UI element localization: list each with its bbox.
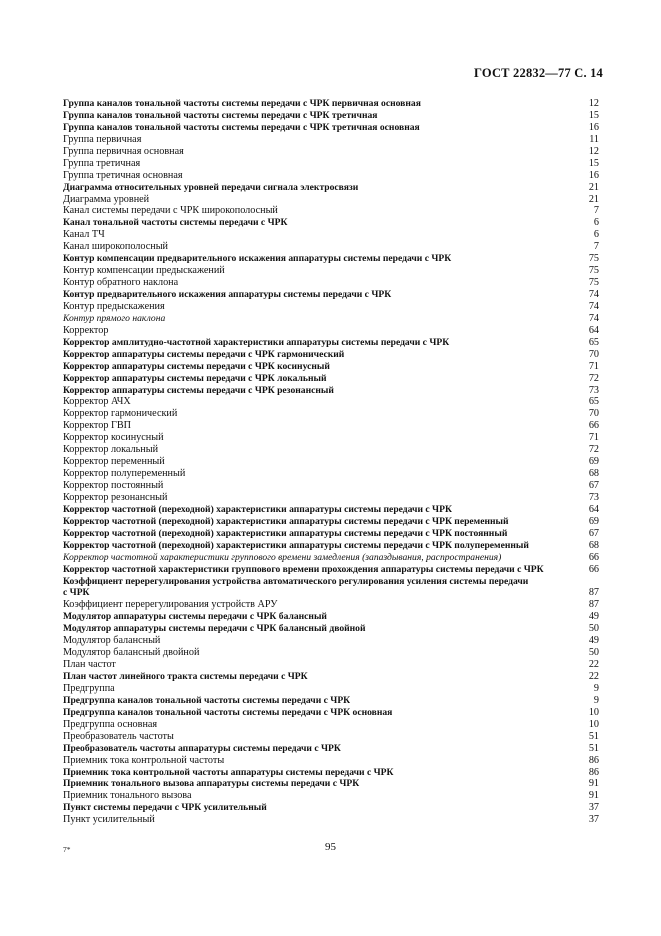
index-term: Корректор косинусный (63, 432, 164, 444)
index-page-number: 9 (593, 694, 599, 706)
index-entry (63, 217, 599, 229)
index-entry (63, 504, 599, 516)
index-term: Контур предыскажения (63, 300, 165, 312)
index-page-number: 66 (588, 551, 599, 563)
index-term: Коэффициент перерегулирования устройства автоматического регулирования усиления системы передачи (63, 575, 529, 587)
index-page-number: 73 (588, 384, 599, 396)
index-entry (63, 444, 599, 456)
index-entry (63, 599, 599, 611)
index-term: Преобразователь частоты аппаратуры системы передачи с ЧРК (63, 742, 341, 754)
index-term: Канал ТЧ (63, 229, 105, 241)
index-entry (63, 396, 599, 408)
index-entry (63, 790, 599, 802)
index-entry (63, 110, 599, 122)
index-page-number: 15 (588, 109, 599, 121)
index-page-number: 86 (588, 754, 599, 766)
index-page-number: 72 (588, 372, 599, 384)
index-entry (63, 385, 599, 397)
index-page-number: 6 (593, 217, 599, 229)
index-page-number: 64 (588, 324, 599, 336)
index-term: Корректор частотной (переходной) характеристики аппаратуры системы передачи с ЧРК (63, 503, 452, 515)
index-term: Корректор аппаратуры системы передачи с ЧРК резонансный (63, 384, 334, 396)
index-term: Приемник тонального вызова (63, 790, 192, 802)
index-term: Канал широкополосный (63, 241, 168, 253)
index-term: с ЧРК (63, 587, 90, 599)
index-term: Пункт системы передачи с ЧРК усилительный (63, 802, 267, 814)
index-entry (63, 265, 599, 277)
index-term: Группа каналов тональной частоты системы передачи с ЧРК третичная (63, 109, 378, 121)
index-page-number: 22 (588, 671, 599, 682)
index-term: Группа каналов тональной частоты системы передачи с ЧРК третичная основная (63, 121, 420, 133)
index-page-number: 64 (588, 503, 599, 515)
index-entry (63, 289, 599, 301)
index-page-number: 68 (588, 539, 599, 551)
index-term: Группа первичная основная (63, 145, 184, 157)
index-entry (63, 659, 599, 671)
index-entry (63, 635, 599, 647)
index-term: Корректор полупеременный (63, 468, 186, 480)
index-entry (63, 492, 599, 504)
index-entry (63, 731, 599, 743)
index-term: Контур компенсации предыскажений (63, 265, 225, 277)
index-page-number: 74 (588, 300, 599, 312)
index-page-number: 51 (588, 742, 599, 754)
index-entry (63, 683, 599, 695)
index-entry (63, 229, 599, 241)
index-entry (63, 420, 599, 432)
index-entry (63, 408, 599, 420)
index-entry (63, 552, 599, 564)
index-term: Диаграмма уровней (63, 193, 150, 205)
index-term: Модулятор аппаратуры системы передачи с ЧРК балансный двойной (63, 623, 366, 635)
index-entry (63, 253, 599, 265)
index-page-number: 71 (588, 432, 599, 444)
index-page-number: 65 (588, 396, 599, 408)
footer-signature-mark: 7* (63, 845, 71, 854)
index-page-number: 87 (588, 599, 599, 611)
index-term: Корректор частотной (переходной) характеристики аппаратуры системы передачи с ЧРК переменный (63, 515, 509, 527)
index-entry (63, 158, 599, 170)
index-entry (63, 540, 599, 552)
index-page-number: 73 (588, 491, 599, 503)
index-term: Контур предварительного искажения аппаратуры системы передачи с ЧРК (63, 289, 392, 300)
index-entry (63, 325, 599, 337)
index-entry (63, 528, 599, 540)
index-term: Группа каналов тональной частоты системы передачи с ЧРК первичная основная (63, 98, 421, 109)
index-page-number: 7 (593, 241, 599, 253)
index-term: Группа третичная основная (63, 169, 183, 181)
index-page-number: 74 (588, 289, 599, 300)
index-term: План частот (63, 659, 116, 671)
index-page-number: 75 (588, 277, 599, 289)
index-term: Контур компенсации предварительного искажения аппаратуры системы передачи с ЧРК (63, 253, 452, 265)
index-page-number: 69 (588, 515, 599, 527)
index-page-number: 12 (588, 98, 599, 109)
index-page-number: 87 (588, 587, 599, 599)
index-entry (63, 301, 599, 313)
index-page-number: 6 (593, 229, 599, 241)
index-term: Корректор АЧХ (63, 396, 131, 408)
index-term: Предгруппа основная (63, 718, 158, 730)
index-entry (63, 778, 599, 790)
index-term: Корректор частотной (переходной) характеристики аппаратуры системы передачи с ЧРК постоянный (63, 527, 508, 539)
index-term: Корректор частотной (переходной) характеристики аппаратуры системы передачи с ЧРК полупеременный (63, 539, 529, 551)
index-page-number: 16 (588, 121, 599, 133)
index-page-number: 91 (588, 790, 599, 802)
index-entry (63, 814, 599, 826)
index-entry (63, 695, 599, 707)
index-term: Корректор аппаратуры системы передачи с ЧРК локальный (63, 372, 327, 384)
index-page-number: 50 (588, 647, 599, 659)
index-entry (63, 767, 599, 779)
index-term: Корректор аппаратуры системы передачи с ЧРК косинусный (63, 360, 330, 372)
index-entry (63, 707, 599, 719)
index-term: Приемник тока контрольной частоты аппаратуры системы передачи с ЧРК (63, 766, 394, 778)
index-page-number: 75 (588, 265, 599, 277)
index-page-number: 37 (588, 802, 599, 814)
index-term: Контур прямого наклона (63, 312, 166, 324)
index-page-number: 16 (588, 169, 599, 181)
index-page-number: 74 (588, 312, 599, 324)
index-page-number: 21 (588, 181, 599, 193)
index-term: Корректор гармонический (63, 408, 178, 420)
index-entry (63, 516, 599, 528)
index-page-number: 50 (588, 623, 599, 635)
index-term: Предгруппа (63, 682, 115, 694)
index-page-number: 71 (588, 360, 599, 372)
index-page-number: 66 (588, 563, 599, 575)
index-entry (63, 122, 599, 134)
index-entry (63, 611, 599, 623)
index-term: Пункт усилительный (63, 814, 155, 826)
index-page-number: 67 (588, 527, 599, 539)
index-page-number: 9 (593, 682, 599, 694)
index-entry (63, 480, 599, 492)
index-page-number: 21 (588, 193, 599, 205)
index-term: Корректор аппаратуры системы передачи с ЧРК гармонический (63, 348, 345, 360)
term-index-list (63, 98, 599, 826)
index-term: Канал тональной частоты системы передачи с ЧРК (63, 217, 288, 229)
index-page-number: 69 (588, 456, 599, 468)
index-entry (63, 170, 599, 182)
index-term: Корректор постоянный (63, 480, 164, 491)
index-term: Корректор (63, 324, 109, 336)
index-entry (63, 373, 599, 385)
index-term: Модулятор аппаратуры системы передачи с ЧРК балансный (63, 611, 327, 623)
index-page-number: 49 (588, 635, 599, 647)
index-page-number: 91 (588, 778, 599, 790)
index-entry (63, 671, 599, 683)
index-term: Диаграмма относительных уровней передачи сигнала электросвязи (63, 181, 359, 193)
index-page-number: 10 (588, 706, 599, 718)
index-entry (63, 802, 599, 814)
index-entry (63, 719, 599, 731)
index-page-number: 65 (588, 336, 599, 348)
index-entry (63, 277, 599, 289)
index-entry (63, 182, 599, 194)
index-entry (63, 194, 599, 206)
index-page-number: 22 (588, 659, 599, 671)
index-entry (63, 755, 599, 767)
index-page-number: 70 (588, 408, 599, 420)
index-page-number: 11 (589, 133, 599, 145)
index-term: Контур обратного наклона (63, 277, 179, 289)
index-term: Коэффициент перерегулирования устройств АРУ (63, 599, 278, 611)
index-term: Модулятор балансный двойной (63, 647, 200, 659)
index-entry (63, 576, 599, 588)
index-page-number: 51 (588, 730, 599, 742)
index-page-number: 10 (588, 718, 599, 730)
index-page-number: 75 (588, 253, 599, 265)
index-term: Корректор резонансный (63, 491, 168, 503)
index-page-number: 67 (588, 480, 599, 491)
index-entry (63, 564, 599, 576)
index-entry (63, 623, 599, 635)
index-entry (63, 456, 599, 468)
index-entry (63, 98, 599, 110)
index-page-number: 7 (593, 205, 599, 217)
index-term: Преобразователь частоты (63, 730, 174, 742)
index-page-number: 37 (588, 814, 599, 826)
index-page-number: 70 (588, 348, 599, 360)
index-entry (63, 146, 599, 158)
index-term: Группа третичная (63, 157, 141, 169)
index-term: Группа первичная (63, 133, 142, 145)
index-term: Корректор частотной характеристики группового времени замедления (запаздывания, распространения) (63, 551, 502, 563)
index-entry (63, 647, 599, 659)
index-entry (63, 205, 599, 217)
index-entry (63, 743, 599, 755)
index-term: Корректор переменный (63, 456, 165, 468)
footer-page-number: 95 (325, 841, 336, 853)
index-page-number: 12 (588, 145, 599, 157)
index-entry (63, 361, 599, 373)
index-page-number: 66 (588, 420, 599, 432)
index-page-number: 86 (588, 766, 599, 778)
index-page-number: 72 (588, 444, 599, 456)
index-entry (63, 134, 599, 146)
index-term: Корректор ГВП (63, 420, 131, 432)
index-entry (63, 313, 599, 325)
index-entry (63, 432, 599, 444)
index-entry (63, 241, 599, 253)
page-header: ГОСТ 22832—77 С. 14 (474, 66, 603, 80)
index-term: Корректор частотной характеристики группового времени прохождения аппаратуры системы передачи с ЧРК (63, 563, 544, 575)
index-term: Приемник тонального вызова аппаратуры системы передачи с ЧРК (63, 778, 360, 790)
index-entry (63, 587, 599, 599)
index-term: Корректор амплитудно-частотной характеристики аппаратуры системы передачи с ЧРК (63, 336, 450, 348)
index-term: Предгруппа каналов тональной частоты системы передачи с ЧРК (63, 694, 351, 706)
index-term: Корректор локальный (63, 444, 159, 456)
index-term: Предгруппа каналов тональной частоты системы передачи с ЧРК основная (63, 706, 393, 718)
index-term: Модулятор балансный (63, 635, 161, 647)
index-entry (63, 468, 599, 480)
index-term: Приемник тока контрольной частоты (63, 754, 225, 766)
index-term: План частот линейного тракта системы передачи с ЧРК (63, 671, 308, 682)
index-page-number: 15 (588, 157, 599, 169)
index-term: Канал системы передачи с ЧРК широкополосный (63, 205, 278, 217)
index-entry (63, 337, 599, 349)
index-page-number: 68 (588, 468, 599, 480)
index-entry (63, 349, 599, 361)
index-page-number: 49 (588, 611, 599, 623)
